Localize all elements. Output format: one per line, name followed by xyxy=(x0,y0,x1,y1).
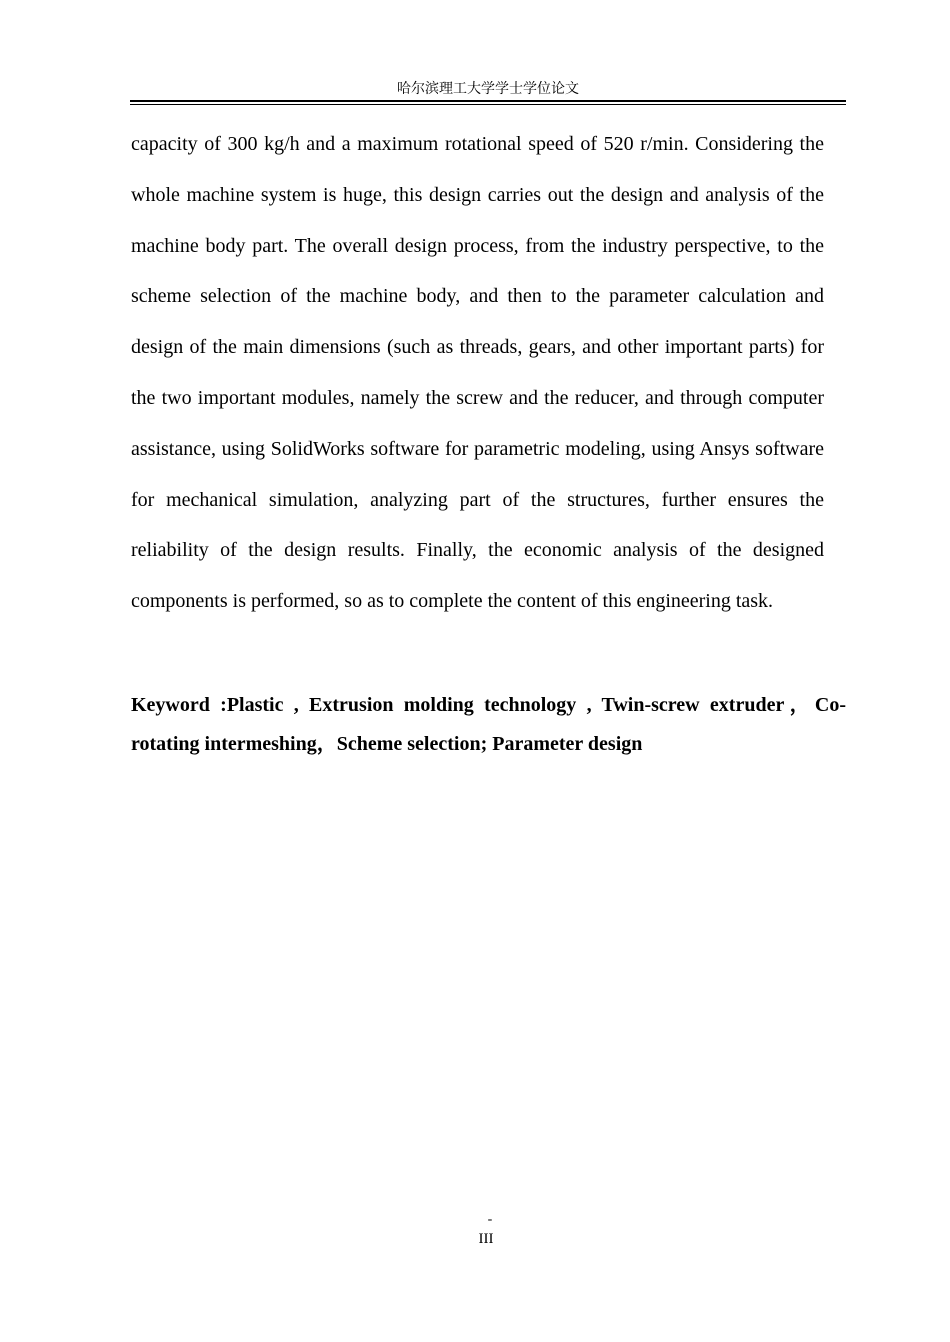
abstract-paragraph: capacity of 300 kg/h and a maximum rotational speed of 520 r/min. Considering the whole machine system is huge, this design carries out the design and analysis of the machine body part. The overall design process, from the industry perspective, to the scheme selection of the machine body, and then to the parameter calculation and design of the main dimensions (such as threads, gears, and other important parts) for the two important modules, namely the screw and the reducer, and through computer assistance, using SolidWorks software for parametric modeling, using Ansys software for mechanical simulation, analyzing part of the structures, further ensures the reliability of the design results. Finally, the economic analysis of the designed components is performed, so as to complete the content of this engineering task. xyxy=(131,133,824,613)
running-header-title: 哈尔滨理工大学学士学位论文 xyxy=(397,81,579,97)
page-number-dash: - xyxy=(487,1212,493,1227)
header-rule-thick xyxy=(130,100,846,102)
keywords-line: Keyword :Plastic , Extrusion molding technology , Twin-screw extruder，Co-rotating intermeshing，Scheme selection; Parameter design xyxy=(131,694,846,755)
header-rule-thin xyxy=(130,104,846,105)
page-number: III xyxy=(478,1231,494,1247)
